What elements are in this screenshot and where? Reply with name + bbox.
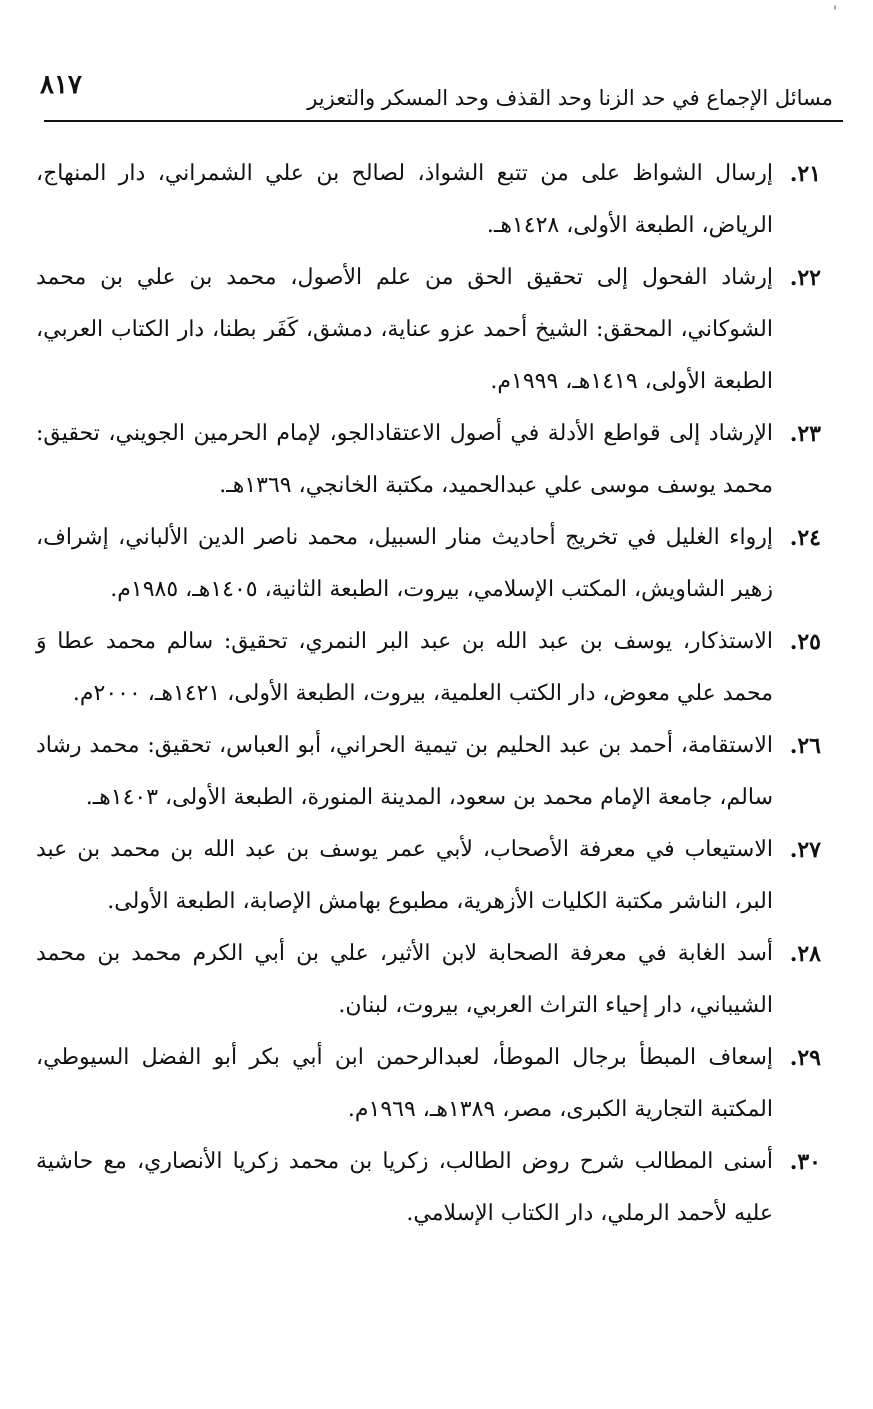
running-header-title: مسائل الإجماع في حد الزنا وحد القذف وحد المسكر والتعزير: [307, 86, 833, 110]
reference-list: [36, 148, 821, 1240]
reference-text: أسنى المطالب شرح روض الطالب، زكريا بن محمد زكريا الأنصاري، مع حاشية عليه لأحمد الرملي، دار الكتاب الإسلامي.: [36, 1149, 773, 1226]
reference-number: ٢٧.: [789, 837, 821, 863]
reference-item: [36, 1136, 821, 1240]
header-divider: [44, 120, 843, 122]
reference-item: [36, 616, 821, 720]
reference-item: [36, 928, 821, 1032]
reference-item: [36, 720, 821, 824]
reference-number: ٣٠.: [789, 1149, 821, 1175]
reference-text: إسعاف المبطأ برجال الموطأ، لعبدالرحمن ابن أبي بكر أبو الفضل السيوطي، المكتبة التجارية الكبرى، مصر، ١٣٨٩هـ، ١٩٦٩م.: [36, 1045, 773, 1122]
reference-text: إرسال الشواظ على من تتبع الشواذ، لصالح بن علي الشمراني، دار المنهاج، الرياض، الطبعة الأولى، ١٤٢٨هـ.: [36, 161, 773, 238]
reference-item: [36, 148, 821, 252]
reference-number: ٢٩.: [789, 1045, 821, 1071]
reference-text: إرشاد الفحول إلى تحقيق الحق من علم الأصول، محمد بن علي بن محمد الشوكاني، المحقق: الشيخ أحمد عزو عناية، دمشق، كَفَر بطنا، دار الكتاب العربي، الطبعة الأولى، ١٤١٩هـ، ١٩٩٩م.: [36, 265, 773, 394]
reference-text: الاستذكار، يوسف بن عبد الله بن عبد البر النمري، تحقيق: سالم محمد عطا وَ محمد علي معوض، دار الكتب العلمية، بيروت، الطبعة الأولى، ١٤٢١هـ، ٢٠٠٠م.: [36, 629, 773, 706]
reference-item: [36, 1032, 821, 1136]
reference-text: الاستقامة، أحمد بن عبد الحليم بن تيمية الحراني، أبو العباس، تحقيق: محمد رشاد سالم، جامعة الإمام محمد بن سعود، المدينة المنورة، الطبعة الأولى، ١٤٠٣هـ.: [36, 733, 773, 810]
reference-item: [36, 252, 821, 408]
reference-text: إرواء الغليل في تخريج أحاديث منار السبيل، محمد ناصر الدين الألباني، إشراف، زهير الشاويش، المكتب الإسلامي، بيروت، الطبعة الثانية، ١٤٠٥هـ، ١٩٨٥م.: [36, 525, 773, 602]
reference-number: ٢٣.: [789, 421, 821, 447]
reference-text: الإرشاد إلى قواطع الأدلة في أصول الاعتقادالجو، لإمام الحرمين الجويني، تحقيق: محمد يوسف موسى علي عبدالحميد، مكتبة الخانجي، ١٣٦٩هـ.: [36, 421, 773, 498]
reference-item: [36, 408, 821, 512]
page-corner-mark: ': [833, 4, 837, 20]
reference-number: ٢٢.: [789, 265, 821, 291]
reference-number: ٢١.: [789, 161, 821, 187]
reference-number: ٢٨.: [789, 941, 821, 967]
reference-number: ٢٥.: [789, 629, 821, 655]
reference-text: الاستيعاب في معرفة الأصحاب، لأبي عمر يوسف بن عبد الله بن محمد بن عبد البر، الناشر مكتبة الكليات الأزهرية، مطبوع بهامش الإصابة، الطبعة الأولى.: [36, 837, 773, 914]
reference-item: [36, 824, 821, 928]
page-number: ٨١٧: [40, 70, 82, 100]
running-header: [40, 62, 833, 118]
reference-number: ٢٤.: [789, 525, 821, 551]
reference-item: [36, 512, 821, 616]
reference-number: ٢٦.: [789, 733, 821, 759]
reference-text: أسد الغابة في معرفة الصحابة لابن الأثير، علي بن أبي الكرم محمد بن محمد الشيباني، دار إحياء التراث العربي، بيروت، لبنان.: [36, 941, 773, 1018]
